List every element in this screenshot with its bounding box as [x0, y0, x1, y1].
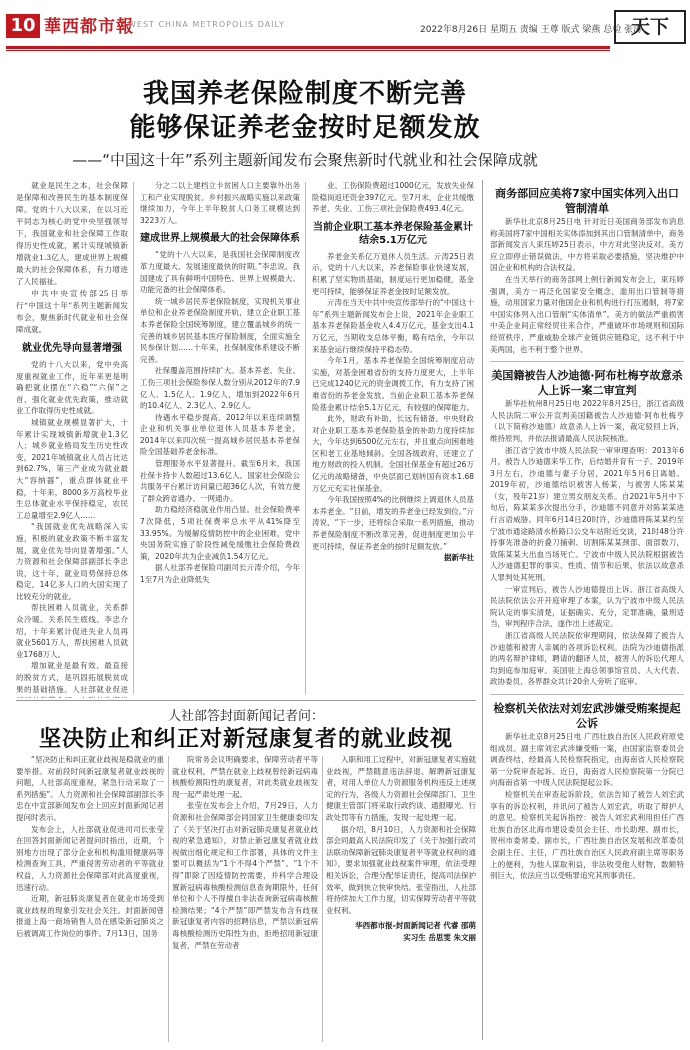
- page-header: [0, 0, 690, 48]
- paragraph: 城镇就业规模显著扩大，十年累计实现城镇新增就业1.3亿人；城乡就业格局发生历史性改变，2021年城镇就业人员占比达到62.7%，第三产业成为就业最大“容纳器”，重点群体就业平稳，十年来，8000多万高校毕业生总体就业水平保持稳定，农民工总量增至2.9亿人……: [16, 417, 128, 520]
- section-heading-pension-fund: 当前企业职工基本养老保险基金累计结余5.1万亿元: [313, 221, 473, 246]
- paragraph: 助力稳经济稳就业作用凸显。社会保险费率7次降低，5项社保费率总水平从41%降至33.95%。为缓解疫情防控中的企业困难，党中央国务院实施了阶段性减免缓缴社会保险费政策，2020年共为企业减负1.54万亿元。: [140, 505, 300, 561]
- header-rule-thin: [6, 50, 610, 51]
- paragraph: 在当天举行的商务部网上例行新闻发布会上，束珏婷强调，美方一再泛化国家安全概念，滥用出口管制等措施，动用国家力量对他国企业和机构进行打压遏制，将7家中国实体列入出口管制“实体清单”。美方的做法严重损害中美企业间正常经贸往来合作，严重破坏市场规则和国际经贸秩序，严重威胁全球产业链供应链稳定，这不利于中美两国，也不利于整个世界。: [490, 274, 684, 354]
- section-label: 天下: [614, 10, 686, 44]
- column-divider: [322, 756, 323, 1042]
- paragraph: 帮扶困难人员就业，关系群众冷暖。关系民生底线。李忠介绍，十年来累计促进失业人员再就业5601万人，帮扶困难人员就业1768万人。: [16, 603, 128, 659]
- paragraph: 新华社北京8月25日电 广西壮族自治区人民政府原党组成员、副主席刘宏武涉嫌受贿一案，由国家监察委员会调查终结，经最高人民检察院指定，由海南省人民检察院第一分院审查起诉。近日，海南省人民检察院第一分院已向海南省第一中级人民法院提起公诉。: [490, 731, 684, 788]
- paragraph: 入职和用工过程中，对新冠康复者实施就业歧视，严禁随意违法辞退、解聘新冠康复者，对用人单位人力资源服务机构违反上述规定的行为，各级人力资源社会保障部门、卫生健康主管部门将采取行政约谈、通报曝光、行政处罚等有力措施，发现一起处理一起。: [326, 755, 476, 822]
- paragraph: 新华社北京8月25日电 针对近日美国商务部发布消息称美国将7家中国相关实体添加到其出口管制清单中，商务部新闻发言人束珏婷25日表示，中方对此坚决反对。美方应立即停止错误做法，中方将采取必要措施，坚决维护中国企业和机构的合法权益。: [490, 217, 684, 273]
- paragraph: 张莹在发布会上介绍，7月29日，人力资源和社会保障部会同国家卫生健康委印发了《关于坚决打击对新冠肺炎康复者就业歧视的紧急通知》，对禁止新冠康复者就业歧视做出细化规定和工作部署，具体的文件主要可以概括为“1个不得4个严禁”。“1个不得”即除了因疫情防控需要，并科学合理设置新冠病毒核酸检测信息查询期限外，任何单位和个人不得擅自非法查询新冠病毒核酸检测结果；“4个严禁”即严禁发布含有歧视新冠康复者内容的招聘信息，严禁以新冠病毒核酸检测历史阳性为由，拒绝招用新冠康复者，严禁在劳动者: [172, 801, 318, 950]
- paragraph: 新华社杭州8月25日电 2022年8月25日，浙江省高级人民法院二审公开宣判美国籍被告人沙迪德·阿布杜梅亨（以下简称沙迪德）故意杀人上诉一案，裁定驳回上诉，维持原判，并依法报请最高人民法院核准。: [490, 399, 684, 443]
- paragraph: “我国就业优先战略深入实施，积极的就业政策不断丰富发展，就业优先导向显著增强。”人力资源和社会保障部副部长李忠说，这十年，就业局势保持总体稳定，14亿多人口的大国实现了比较充分的就业。: [16, 522, 128, 601]
- paragraph: 今年1月，基本养老保险全国统筹制度启动实施，对基金困难省份的支持力度更大，上半年已完成1240亿元的资金调拨工作，有力支持了困难省份的养老金发放。当前企业职工基本养老保险基金累计结余5.1万亿元，有较强的保障能力。: [312, 356, 474, 412]
- column-1: [16, 180, 128, 698]
- paragraph: 据人社部养老保险司副司长亓涛介绍，今年1至7月为企业降低失: [140, 563, 300, 584]
- paragraph: 待遇水平稳步提高。2012年以来连续调整企业和机关事业单位退休人员基本养老金，2014年以来四次统一提高城乡居民基本养老保险全国基础养老金标准。: [140, 412, 300, 457]
- header-rule: [6, 46, 610, 49]
- column-3: [312, 180, 474, 698]
- body-column-1: [16, 359, 128, 698]
- issue-meta: 2022年8月26日 星期五 责编 王尊 版式 梁燕 总检 张涛: [420, 25, 643, 35]
- paragraph: 院常务会议明确要求，保障劳动者平等就业权利，严禁在就业上歧视曾经新冠病毒核酸检测阳性的康复者，对此类就业歧视发现一起严肃处理一起。: [172, 755, 318, 799]
- paragraph: “坚决防止和纠正就业歧视是稳就业的重要举措。对前段时间新冠康复者就业歧视的问题，人社部高度重视，紧急行动采取了一系列措施”。人力资源和社会保障部副部长李忠在中宣部新闻发布会上回应封面新闻记者提问时表示。: [16, 755, 164, 822]
- paragraph: 浙江省宁波市中级人民法院一审审理查明：2013年6月，被告人沙迪德来华工作，后结婚并育有一子。2019年3月左右，沙迪德与妻子分居，2021年5月6日离婚。2019年初，沙迪德结识被害人杨某，与被害人陈某某（女，殁年21岁）建立男女朋友关系。自2021年5月中下旬后，陈某某多次提出分手，沙迪德不同意并对陈某某进行言语威胁。同年6月14日20时许，沙迪德将陈某某约至宁波市通途路清水桥路口公交车站附近交谈，21时48分许持事先准备的折叠刀捅刺、切割陈某某颈部、面部数刀，致陈某某大出血当场死亡。宁波市中级人民法院根据被告人沙迪德犯罪的事实、性质、情节和后果，依法以故意杀人罪判处其死刑。: [490, 445, 684, 583]
- column-divider: [305, 182, 306, 694]
- paragraph: “党的十八大以来，是我国社会保障制度改革力度最大、发展速度最快的时期。”李忠说，我国建成了具有鲜明中国特色、世界上规模最大、功能完备的社会保障体系。: [140, 250, 300, 295]
- paragraph: 发布会上，人社部就业促进司司长张莹在回答封面新闻记者提问时指出，近期，个别地方出现了部分企业和机构滥用健康码等检测查询工具，严重侵害劳动者的平等就业权益，人力资源社会保障部对此高度重视，迅速行动。: [16, 824, 164, 892]
- intro-paragraph-2: 中共中央宣传部25日举行“中国这十年”系列主题新闻发布会，聚焦新时代就业和社会保障成就。: [16, 289, 128, 334]
- brief-divider: [490, 694, 684, 695]
- headline-subtitle: ——“中国这十年”系列主题新闻发布会聚焦新时代就业和社会保障成就: [72, 151, 538, 169]
- paragraph: 检察机关在审查起诉阶段，依法告知了被告人刘宏武享有的诉讼权利，并讯问了被告人刘宏武，听取了辩护人的意见。检察机关起诉指控：被告人刘宏武利用担任广西壮族自治区北海市建设委员会主任、市长助理、副市长，贺州市委常委、副市长，广西壮族自治区发展和改革委员会副主任、主任，广西壮族自治区人民政府副主席等职务上的便利，为他人谋取利益，非法收受他人财物，数额特别巨大，依法应当以受贿罪追究其刑事责任。: [490, 789, 684, 881]
- column-2: [140, 180, 300, 698]
- paragraph: 浙江省高级人民法院依审理期间，依法保障了被告人沙迪德和被害人亲属的各项诉讼权利。法院为沙迪德指派的两名辩护律师，聘请的翻译人员，被害人的诉讼代理人均到庭参加庭审。美国驻上海总领事馆官员、人大代表、政协委员、各界群众共计20余人旁听了庭审。: [490, 631, 684, 687]
- intro-paragraph: 就业是民生之本，社会保障是保障和改善民生的基本制度保障。党的十八大以来，在以习近平同志为核心的党中央坚强领导下，我国就业和社会保障工作取得历史性成就，累计实现城镇新增就业1.3亿人，建成世界上规模最大的社会保障体系，有力增进了人民福祉。: [16, 181, 128, 286]
- paragraph: 分之二以上建档立卡贫困人口主要靠外出务工和产业实现脱贫。乡村振兴战略实施以来政策继续加力，今年上半年脱贫人口务工规模达到3223万人。: [140, 181, 300, 225]
- brief-divider: [490, 361, 684, 362]
- brief-headline-court: 美国籍被告人沙迪德·阿布杜梅亨故意杀人上诉一案二审宣判: [491, 369, 683, 398]
- bottom-column-2: [172, 754, 318, 1044]
- headline-line-2: 能够保证养老金按时足额发放: [129, 113, 481, 143]
- paragraph: 一审宣判后，被告人沙迪德提出上诉。浙江省高级人民法院依法公开开庭审理了本案，认为宁波市中级人民法院认定的事实清楚，证据确实、充分，定罪准确，量刑适当，审判程序合法，遂作出上述裁定。: [490, 584, 684, 629]
- newspaper-logo: 華西都市報: [44, 17, 134, 37]
- bottom-story-kicker: 人社部答封面新闻记者问：: [167, 709, 324, 724]
- right-column-divider: [482, 180, 483, 1040]
- byline-xinhua: 据新华社: [444, 553, 474, 563]
- section-heading-social-security: 建成世界上规模最大的社会保障体系: [140, 233, 300, 245]
- section-heading-employment: 就业优先导向显著增强: [22, 343, 122, 354]
- page-number: 10: [6, 14, 40, 38]
- bottom-story-divider: [16, 700, 476, 701]
- paragraph: 统一城乡居民养老保险制度，实现机关事业单位和企业养老保险制度并轨，建立企业职工基本养老保险全国统筹制度，建立覆盖城乡的统一完善的城乡居民基本医疗保险制度，全面实施全民参保计划……十年来，社保制度体系建设不断完善。: [140, 296, 300, 364]
- paragraph: 增加就业是最有效、最直接的脱贫方式，是巩固拓展脱贫成果的基础措施。人社部就业促进: [16, 661, 128, 694]
- bottom-column-3: [326, 754, 476, 1044]
- paragraph: 今年我国按照4%的比例继续上调退休人员基本养老金。“目前，增发的养老金已经发到位。”亓涛说，“下一步，还将综合采取一系列措施，推动养老保险制度不断改革完善，促进制度更加公平更可持续，保证养老金的按时足额发放。”: [312, 495, 474, 551]
- brief-headline-commerce: 商务部回应美将7家中国实体列入出口管制清单: [495, 187, 679, 215]
- paragraph: 近期，新冠肺炎康复者在就业市场受到就业歧视的现象引发社会关注。封面新闻曾报道上海一商场销售人员在感染新冠肺炎之后被调离工作岗位的事件。7月13日，国务: [16, 894, 164, 938]
- newspaper-logo-en: WEST CHINA METROPOLIS DAILY: [128, 20, 285, 29]
- bottom-story-headline: 坚决防止和纠正对新冠康复者的就业歧视: [38, 727, 453, 752]
- brief-headline-prosecution: 检察机关依法对刘宏武涉嫌受贿案提起公诉: [493, 701, 681, 730]
- paragraph: 党的十八大以来，党中央高度重视就业工作，近年来更是明确把就业摆在“六稳”“六保”之首，强化就业优先政策，推动就业工作取得历史性成就。: [16, 360, 128, 416]
- bottom-column-1: [16, 754, 164, 1044]
- headline-line-1: 我国养老保险制度不断完善: [142, 79, 467, 109]
- byline-reporters: 华西都市报-封面新闻记者 代睿 邵萌 实习生 岳思雯 朱文丽: [355, 921, 476, 942]
- right-column: [490, 186, 684, 1036]
- paragraph: 亓涛在当天中共中央宣传部举行的“中国这十年”系列主题新闻发布会上说，2021年企业职工基本养老保险基金收入4.4万亿元，基金支出4.1万亿元，当期收支总体平衡，略有结余，今年以来基金运行继续保持平稳态势。: [312, 298, 474, 354]
- paragraph: 业、工伤保险费超过1000亿元，发放失业保险稳岗返还资金397亿元。至7月末，企业共缓缴养老、失业、工伤三项社会保险费493.4亿元。: [312, 181, 474, 214]
- column-divider: [168, 756, 169, 1042]
- paragraph: 管理服务水平显著提升。截至6月末，我国社保卡持卡人数超过13.6亿人。国家社会保险公共服务平台累计访问量已超36亿人次，有效方便了群众跨省通办、一网通办。: [140, 459, 300, 503]
- column-divider: [133, 182, 134, 694]
- paragraph: 此外，财政有补助，长远有储备。中央财政对企业职工基本养老保险基金的补助力度持续加大，今年达到6500亿元左右，并且重点向困难地区和老工业基地倾斜。全国各级政府，还建立了地方财政的投入机制。全国社保基金有超过26万亿元的战略储备，中央层面已划转国有资本1.68万亿元充实社保基金。: [312, 414, 474, 493]
- paragraph: 据介绍，8月10日，人力资源和社会保障部会同最高人民法院印发了《关于加强行政司法联动保障新冠肺炎康复者平等就业权利的通知》，要求加强就业歧视案件审理，依法受理相关诉讼，合理分配举证责任，提高司法保护效率，做到快立快审快结。张莹指出，人社部将持续加大工作力度，切实保障劳动者平等就业权利。: [326, 824, 476, 915]
- paragraph: 社保覆盖范围持续扩大。基本养老、失业、工伤三项社会保险参保人数分别从2012年的7.9亿人、1.5亿人、1.9亿人，增加到2022年6月的10.4亿人、2.3亿人、2.9亿人。: [140, 366, 300, 411]
- paragraph: 养老金关系亿万退休人员生活。亓涛25日表示，党的十八大以来，养老保险事业快速发展，积累了坚实物质基础，制度运行更加稳健，基金更可持续，能够保证养老金按时足额发放。: [312, 251, 474, 296]
